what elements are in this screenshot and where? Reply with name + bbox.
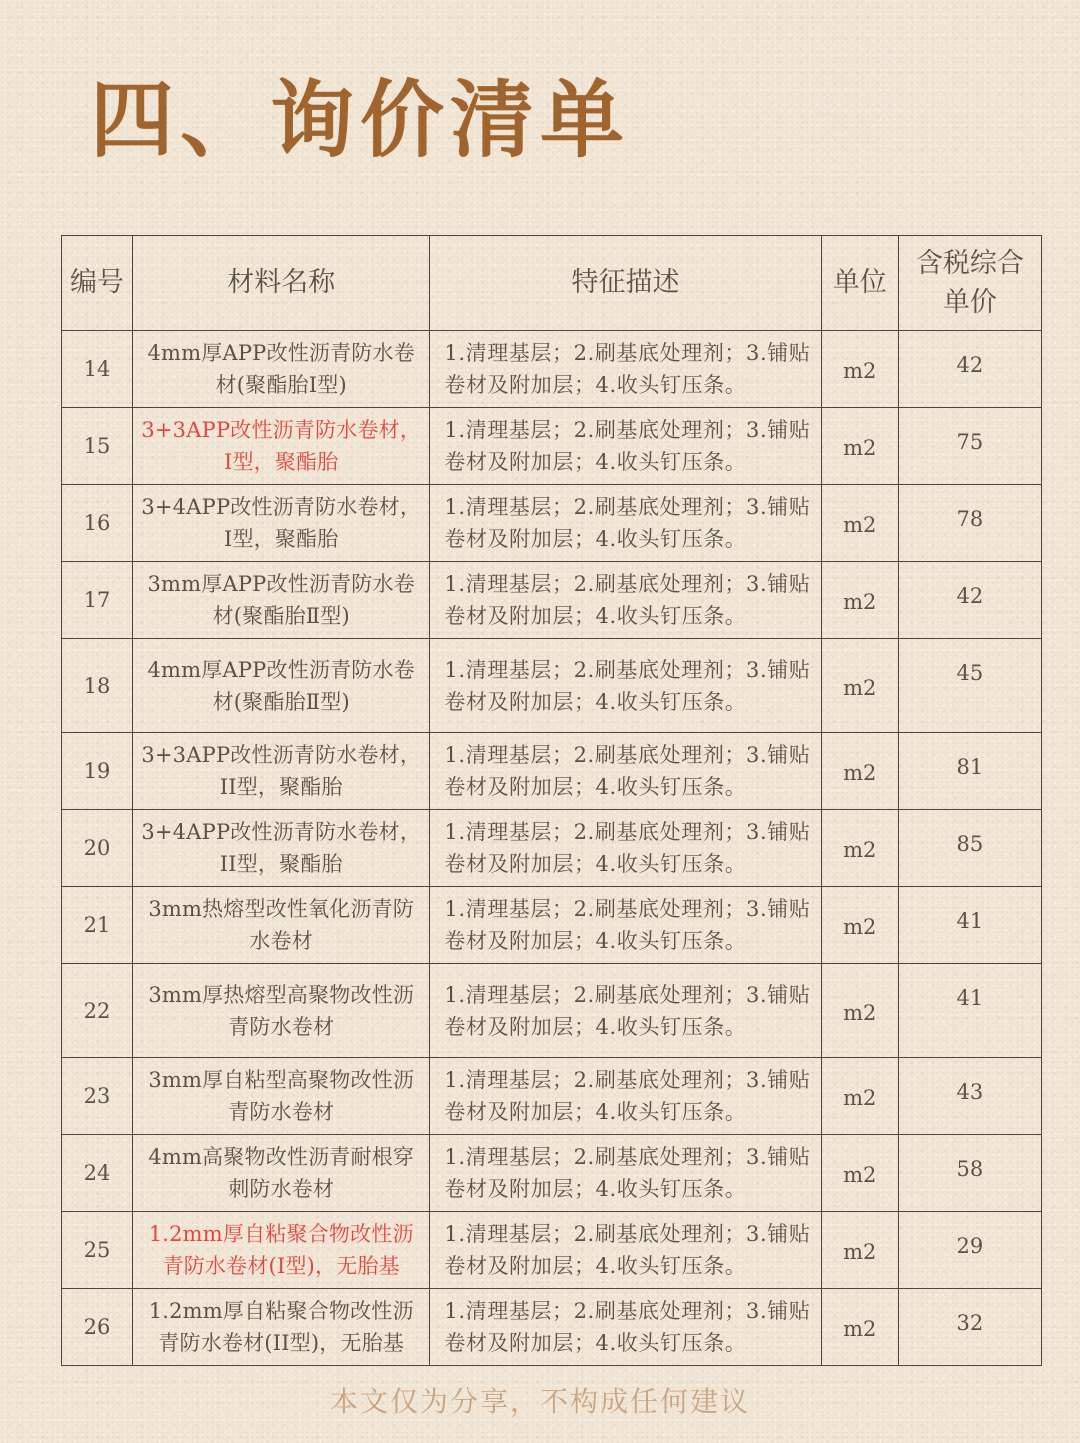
table-row bbox=[62, 1135, 1042, 1212]
unit-price: 42 bbox=[898, 331, 1041, 408]
row-number: 22 bbox=[62, 964, 133, 1058]
unit-price: 41 bbox=[898, 964, 1041, 1058]
row-number: 24 bbox=[62, 1135, 133, 1212]
unit: m2 bbox=[821, 1289, 898, 1366]
price-inquiry-table bbox=[61, 235, 1042, 1366]
feature-description: 1.清理基层；2.刷基底处理剂；3.铺贴卷材及附加层；4.收头钉压条。 bbox=[430, 733, 821, 810]
header-desc: 特征描述 bbox=[430, 236, 821, 331]
material-name: 4mm厚APP改性沥青防水卷材(聚酯胎I型) bbox=[133, 331, 430, 408]
material-name: 4mm厚APP改性沥青防水卷材(聚酯胎Ⅱ型) bbox=[133, 639, 430, 733]
row-number: 14 bbox=[62, 331, 133, 408]
table-row bbox=[62, 331, 1042, 408]
unit-price: 32 bbox=[898, 1289, 1041, 1366]
feature-description: 1.清理基层；2.刷基底处理剂；3.铺贴卷材及附加层；4.收头钉压条。 bbox=[430, 810, 821, 887]
unit: m2 bbox=[821, 1058, 898, 1135]
unit: m2 bbox=[821, 1135, 898, 1212]
unit: m2 bbox=[821, 408, 898, 485]
feature-description: 1.清理基层；2.刷基底处理剂；3.铺贴卷材及附加层；4.收头钉压条。 bbox=[430, 408, 821, 485]
table-header-row bbox=[62, 236, 1042, 331]
header-unit: 单位 bbox=[821, 236, 898, 331]
unit-price: 41 bbox=[898, 887, 1041, 964]
feature-description: 1.清理基层；2.刷基底处理剂；3.铺贴卷材及附加层；4.收头钉压条。 bbox=[430, 331, 821, 408]
feature-description: 1.清理基层；2.刷基底处理剂；3.铺贴卷材及附加层；4.收头钉压条。 bbox=[430, 1289, 821, 1366]
table-row bbox=[62, 733, 1042, 810]
material-name: 1.2mm厚自粘聚合物改性沥青防水卷材(I型)，无胎基 bbox=[133, 1212, 430, 1289]
page-title: 四、询价清单 bbox=[90, 70, 631, 169]
unit-price: 85 bbox=[898, 810, 1041, 887]
unit: m2 bbox=[821, 964, 898, 1058]
feature-description: 1.清理基层；2.刷基底处理剂；3.铺贴卷材及附加层；4.收头钉压条。 bbox=[430, 485, 821, 562]
unit: m2 bbox=[821, 485, 898, 562]
unit: m2 bbox=[821, 733, 898, 810]
unit-price: 42 bbox=[898, 562, 1041, 639]
row-number: 18 bbox=[62, 639, 133, 733]
unit-price: 58 bbox=[898, 1135, 1041, 1212]
unit-price: 45 bbox=[898, 639, 1041, 733]
feature-description: 1.清理基层；2.刷基底处理剂；3.铺贴卷材及附加层；4.收头钉压条。 bbox=[430, 562, 821, 639]
footer-disclaimer: 本文仅为分享，不构成任何建议 bbox=[329, 1385, 750, 1418]
unit: m2 bbox=[821, 331, 898, 408]
header-price: 含税综合单价 bbox=[898, 236, 1041, 331]
header-name: 材料名称 bbox=[133, 236, 430, 331]
unit: m2 bbox=[821, 639, 898, 733]
unit: m2 bbox=[821, 887, 898, 964]
material-name: 3mm厚热熔型高聚物改性沥青防水卷材 bbox=[133, 964, 430, 1058]
material-name: 3+4APP改性沥青防水卷材，II型，聚酯胎 bbox=[133, 810, 430, 887]
material-name: 1.2mm厚自粘聚合物改性沥青防水卷材(II型)，无胎基 bbox=[133, 1289, 430, 1366]
table-row bbox=[62, 887, 1042, 964]
table-row bbox=[62, 408, 1042, 485]
row-number: 17 bbox=[62, 562, 133, 639]
table-row bbox=[62, 964, 1042, 1058]
material-name: 3mm厚自粘型高聚物改性沥青防水卷材 bbox=[133, 1058, 430, 1135]
material-name: 3+3APP改性沥青防水卷材，II型，聚酯胎 bbox=[133, 733, 430, 810]
unit-price: 75 bbox=[898, 408, 1041, 485]
feature-description: 1.清理基层；2.刷基底处理剂；3.铺贴卷材及附加层；4.收头钉压条。 bbox=[430, 1212, 821, 1289]
feature-description: 1.清理基层；2.刷基底处理剂；3.铺贴卷材及附加层；4.收头钉压条。 bbox=[430, 887, 821, 964]
table-body bbox=[62, 331, 1042, 1366]
table-row bbox=[62, 639, 1042, 733]
row-number: 26 bbox=[62, 1289, 133, 1366]
row-number: 15 bbox=[62, 408, 133, 485]
table-row bbox=[62, 1212, 1042, 1289]
row-number: 25 bbox=[62, 1212, 133, 1289]
row-number: 23 bbox=[62, 1058, 133, 1135]
material-name: 4mm高聚物改性沥青耐根穿刺防水卷材 bbox=[133, 1135, 430, 1212]
row-number: 21 bbox=[62, 887, 133, 964]
material-name: 3mm热熔型改性氧化沥青防水卷材 bbox=[133, 887, 430, 964]
row-number: 16 bbox=[62, 485, 133, 562]
feature-description: 1.清理基层；2.刷基底处理剂；3.铺贴卷材及附加层；4.收头钉压条。 bbox=[430, 1135, 821, 1212]
table-row bbox=[62, 1058, 1042, 1135]
unit-price: 43 bbox=[898, 1058, 1041, 1135]
material-name: 3mm厚APP改性沥青防水卷材(聚酯胎Ⅱ型) bbox=[133, 562, 430, 639]
row-number: 20 bbox=[62, 810, 133, 887]
unit-price: 29 bbox=[898, 1212, 1041, 1289]
table-row bbox=[62, 810, 1042, 887]
unit: m2 bbox=[821, 562, 898, 639]
unit-price: 78 bbox=[898, 485, 1041, 562]
feature-description: 1.清理基层；2.刷基底处理剂；3.铺贴卷材及附加层；4.收头钉压条。 bbox=[430, 1058, 821, 1135]
row-number: 19 bbox=[62, 733, 133, 810]
table-row bbox=[62, 562, 1042, 639]
feature-description: 1.清理基层；2.刷基底处理剂；3.铺贴卷材及附加层；4.收头钉压条。 bbox=[430, 964, 821, 1058]
unit: m2 bbox=[821, 810, 898, 887]
material-name: 3+3APP改性沥青防水卷材，I型，聚酯胎 bbox=[133, 408, 430, 485]
table-row bbox=[62, 1289, 1042, 1366]
unit-price: 81 bbox=[898, 733, 1041, 810]
header-no: 编号 bbox=[62, 236, 133, 331]
table-row bbox=[62, 485, 1042, 562]
unit: m2 bbox=[821, 1212, 898, 1289]
feature-description: 1.清理基层；2.刷基底处理剂；3.铺贴卷材及附加层；4.收头钉压条。 bbox=[430, 639, 821, 733]
material-name: 3+4APP改性沥青防水卷材，I型，聚酯胎 bbox=[133, 485, 430, 562]
